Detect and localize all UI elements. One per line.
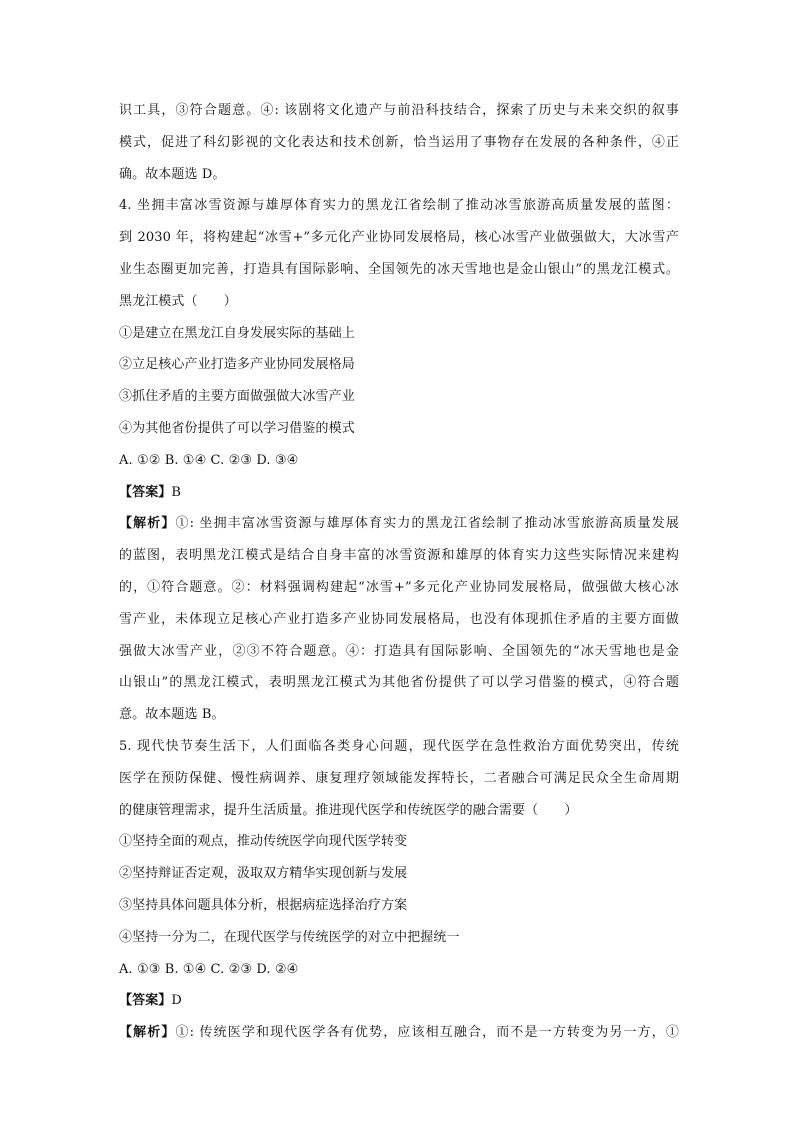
line-text: ②立足核心产业打造多产业协同发展格局 bbox=[119, 357, 355, 373]
text-line bbox=[119, 381, 679, 413]
line-text: ①是建立在黑龙江自身发展实际的基础上 bbox=[119, 325, 355, 341]
line-text: 4. 坐拥丰富冰雪资源与雄厚体育实力的黑龙江省绘制了推动冰雪旅游高质量发展的蓝图： bbox=[119, 198, 679, 214]
line-text: 5. 现代快节奏生活下，人们面临各类身心问题，现代医学在急性救治方面优势突出，传统 bbox=[119, 738, 679, 754]
line-text: 的健康管理需求，提升生活质量。推进现代医学和传统医学的融合需要（ ） bbox=[119, 802, 578, 818]
text-line bbox=[119, 890, 679, 922]
line-text: 意。故本题选 B。 bbox=[119, 707, 225, 723]
text-line bbox=[119, 667, 679, 699]
text-line bbox=[119, 95, 679, 127]
text-line bbox=[119, 254, 679, 286]
text-line bbox=[119, 508, 679, 540]
line-text: 到 2030 年，将构建起“冰雪+”多元化产业协同发展格局，核心冰雪产业做强做大，大冰雪产 bbox=[119, 230, 679, 246]
text-line bbox=[119, 795, 679, 827]
text-line bbox=[119, 477, 679, 509]
line-text: 强做大冰雪产业，②③不符合题意。④：打造具有国际影响、全国领先的“冰天雪地也是金 bbox=[119, 643, 679, 659]
line-text: ③坚持具体问题具体分析，根据病症选择治疗方案 bbox=[119, 897, 408, 913]
line-text: ①坚持全面的观点，推动传统医学向现代医学转变 bbox=[119, 834, 408, 850]
text-line bbox=[119, 763, 679, 795]
text-line bbox=[119, 636, 679, 668]
text-line bbox=[119, 572, 679, 604]
line-text: 医学在预防保健、慢性病调养、康复理疗领域能发挥特长，二者融合可满足民众全生命周期 bbox=[119, 770, 679, 786]
line-text: 雪产业，未体现立足核心产业打造多产业协同发展格局，也没有体现抓住矛盾的主要方面做 bbox=[119, 611, 679, 627]
text-line bbox=[119, 699, 679, 731]
document-body bbox=[119, 95, 679, 1049]
section-label: 【答案】 bbox=[119, 993, 172, 1009]
text-line bbox=[119, 826, 679, 858]
line-text: 的，①符合题意。②：材料强调构建起“冰雪+”多元化产业协同发展格局，做强做大核心冰 bbox=[119, 579, 679, 595]
line-text: 的蓝图，表明黑龙江模式是结合自身丰富的冰雪资源和雄厚的体育实力这些实际情况来建构 bbox=[119, 548, 679, 564]
line-text: ①: 坐拥丰富冰雪资源与雄厚体育实力的黑龙江省绘制了推动冰雪旅游高质量发展 bbox=[175, 516, 679, 532]
text-line bbox=[119, 604, 679, 636]
text-line bbox=[119, 159, 679, 191]
text-line bbox=[119, 318, 679, 350]
section-label: 【答案】 bbox=[119, 484, 172, 500]
text-line bbox=[119, 985, 679, 1017]
text-line bbox=[119, 222, 679, 254]
line-text: 模式，促进了科幻影视的文化表达和技术创新，恰当运用了事物存在发展的各种条件，④正 bbox=[119, 134, 679, 150]
line-text: 确。故本题选 D。 bbox=[119, 166, 226, 182]
line-text: 识工具，③符合题意。④: 该剧将文化遗产与前沿科技结合，探索了历史与未来交织的叙事 bbox=[119, 103, 679, 118]
text-line bbox=[119, 922, 679, 954]
line-text: 黑龙江模式（ ） bbox=[119, 293, 237, 309]
section-label: 【解析】 bbox=[119, 516, 176, 532]
text-line bbox=[119, 445, 679, 477]
line-text: 业生态圈更加完善，打造具有国际影响、全国领先的冰天雪地也是金山银山”的黑龙江模式。 bbox=[119, 261, 679, 277]
line-text: ③抓住矛盾的主要方面做强做大冰雪产业 bbox=[119, 389, 355, 405]
line-text: D bbox=[171, 993, 182, 1009]
line-text: A. ①③ B. ①④ C. ②③ D. ②④ bbox=[119, 961, 299, 977]
line-text: ②坚持辩证否定观，汲取双方精华实现创新与发展 bbox=[119, 866, 408, 882]
text-line bbox=[119, 1017, 679, 1049]
line-text: ④为其他省份提供了可以学习借鉴的模式 bbox=[119, 420, 355, 436]
line-text: 山银山”的黑龙江模式，表明黑龙江模式为其他省份提供了可以学习借鉴的模式，④符合题 bbox=[119, 675, 679, 691]
line-text: A. ①② B. ①④ C. ②③ D. ③④ bbox=[119, 452, 299, 468]
line-text: B bbox=[171, 484, 182, 500]
section-label: 【解析】 bbox=[119, 1025, 176, 1041]
line-text: ①: 传统医学和现代医学各有优势，应该相互融合，而不是一方转变为另一方，① bbox=[175, 1025, 679, 1041]
text-line bbox=[119, 349, 679, 381]
line-text: ④坚持一分为二，在现代医学与传统医学的对立中把握统一 bbox=[119, 929, 460, 945]
text-line bbox=[119, 954, 679, 986]
text-line bbox=[119, 540, 679, 572]
text-line bbox=[119, 858, 679, 890]
text-line bbox=[119, 286, 679, 318]
text-line bbox=[119, 731, 679, 763]
text-line bbox=[119, 190, 679, 222]
text-line bbox=[119, 127, 679, 159]
text-line bbox=[119, 413, 679, 445]
